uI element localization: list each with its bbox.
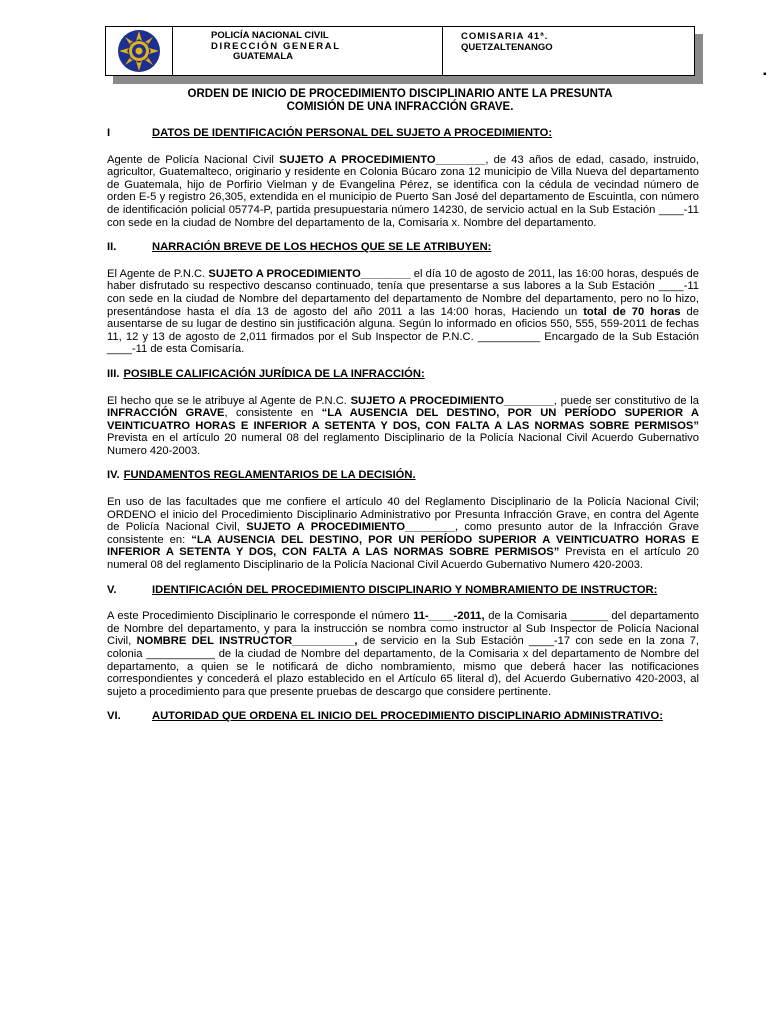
document-body bbox=[107, 127, 699, 723]
comisaria-location: QUETZALTENANGO bbox=[461, 42, 553, 53]
section-title: IDENTIFICACIÓN DEL PROCEDIMIENTO DISCIPLINARIO Y NOMBRAMIENTO DE INSTRUCTOR: bbox=[152, 583, 658, 596]
section-4-paragraph: En uso de las facultades que me confiere el artículo 40 del Reglamento Disciplinario de la Policía Nacional Civil; ORDENO el inicio del Procedimiento Disciplinario Administrativo por Presunta Infracción Grave, en contra del Agente de Policía Nacional Civil, SUJETO A PROCEDIMIENTO________, como presunto autor de la Infracción Grave consistente en: “LA AUSENCIA DEL DESTINO, POR UN PERÍODO SUPERIOR A VEINTICUATRO HORAS E INFERIOR A SETENTA Y DOS, CON FALTA A LAS NORMAS SOBRE PERMISOS” Prevista en el artículo 20 numeral 08 del reglamento Disciplinario de la Policía Nacional Civil Acuerdo Gubernativo Numero 420-2003. bbox=[107, 496, 699, 572]
section-5-paragraph: A este Procedimiento Disciplinario le corresponde el número 11-____-2011, de la Comisaria ______ del departamento de Nombre del departamento, y para la instrucción se nombra como instructor al Sub Inspector de Policía Nacional Civil, NOMBRE DEL INSTRUCTOR__________, de servicio en la Sub Estación ____-17 con sede en la zona 7, colonia ___________ de la ciudad de Nombre del departamento, de la Comisaria x del departamento de Nombre del departamento, a quien se le notificará de dicho nombramiento, mismo que deberá hacer las notificaciones correspondientes y concederá el plazo establecido en el Artículo 65 literal d), del Acuerdo Gubernativo 420-2003, al sujeto a procedimiento para que presente pruebas de descargo que considere pertinente. bbox=[107, 610, 699, 698]
section-6-heading bbox=[107, 710, 699, 723]
comisaria-number: COMISARIA 41ª. bbox=[461, 31, 549, 42]
org-cell bbox=[173, 27, 443, 75]
section-number: VI. bbox=[107, 710, 121, 723]
org-direction: DIRECCIÓN GENERAL bbox=[211, 40, 341, 52]
section-3-heading bbox=[107, 368, 699, 381]
comisaria-cell bbox=[443, 27, 694, 75]
section-2-heading bbox=[107, 241, 699, 254]
section-number: I bbox=[107, 127, 111, 139]
section-number: IV. bbox=[107, 469, 120, 482]
section-title: POSIBLE CALIFICACIÓN JURÍDICA DE LA INFRACCIÓN: bbox=[123, 367, 425, 380]
section-title: DATOS DE IDENTIFICACIÓN PERSONAL DEL SUJETO A PROCEDIMIENTO: bbox=[152, 127, 553, 139]
section-number: II. bbox=[107, 241, 117, 254]
section-number: III. bbox=[107, 367, 120, 380]
section-title: NARRACIÓN BREVE DE LOS HECHOS QUE SE LE ATRIBUYEN: bbox=[152, 241, 492, 254]
letterhead-table bbox=[105, 26, 695, 76]
section-number: V. bbox=[107, 583, 117, 596]
section-3-paragraph: El hecho que se le atribuye al Agente de P.N.C. SUJETO A PROCEDIMIENTO________, puede ser constitutivo de la INFRACCIÓN GRAVE, consistente en “LA AUSENCIA DEL DESTINO, POR UN PERÍODO SUPERIOR A VEINTICUATRO HORAS E INFERIOR A SETENTA Y DOS, CON FALTA A LAS NORMAS SOBRE PERMISOS” Prevista en el artículo 20 numeral 08 del reglamento Disciplinario de la Policía Nacional Civil Acuerdo Gubernativo Numero 420-2003. bbox=[107, 394, 700, 457]
section-2-paragraph: El Agente de P.N.C. SUJETO A PROCEDIMIENTO________ el día 10 de agosto de 2011, las 16:00 horas, después de haber disfrutado su respectivo descanso continuado, tenía que presentarse a sus labores a la Sub Estación ____-11 con sede en la ciudad de Nombre del departamento del departamento de Nombre del departamento, pero no lo hizo, presentándose hasta el día 13 de agosto del año 2011 a las 14:00 horas, Haciendo un total de 70 horas de ausentarse de su lugar de destino sin justificación alguna. Según lo informado en oficios 550, 555, 559-2011 de fechas 11, 12 y 13 de agosto de 2,011 firmados por el Sub Inspector de P.N.C. __________ Encargado de la Sub Estación ____-11 de esta Comisaría. bbox=[107, 267, 700, 356]
section-1-heading bbox=[107, 127, 699, 140]
org-name: POLICÍA NACIONAL CIVIL bbox=[211, 30, 329, 41]
title-line-1: ORDEN DE INICIO DE PROCEDIMIENTO DISCIPLINARIO ANTE LA PRESUNTA bbox=[187, 88, 613, 100]
logo-cell bbox=[106, 27, 173, 75]
letterhead bbox=[105, 26, 695, 76]
title-line-2: COMISIÓN DE UNA INFRACCIÓN GRAVE. bbox=[286, 101, 514, 113]
org-country: GUATEMALA bbox=[233, 51, 293, 62]
section-5-heading bbox=[107, 584, 699, 597]
section-1-paragraph: Agente de Policía Nacional Civil SUJETO A PROCEDIMIENTO________, de 43 años de edad, casado, instruido, agricultor, Guatemalteco, originario y residente en Colonia Búcaro zona 12 municipio de Villa Nueva del departamento de Guatemala, hijo de Porfirio Vielman y de Evangelina Pérez, se identifica con la cédula de vecindad número de orden E-5 y registro 26,305, extendida en el municipio de Puerto San José del departamento de Escuintla, con número de identificación policial 05774-P, partida presupuestaria número 14230, de servicio actual en la Sub Estación ____-11 con sede en la ciudad de Nombre del departamento de la, Comisaria x. Nombre del departamento. bbox=[107, 153, 699, 229]
section-4-heading bbox=[107, 469, 699, 482]
section-title: AUTORIDAD QUE ORDENA EL INICIO DEL PROCEDIMIENTO DISCIPLINARIO ADMINISTRATIVO: bbox=[152, 710, 663, 723]
margin-mark: ▪ bbox=[763, 69, 767, 80]
pnc-badge-icon bbox=[117, 29, 161, 73]
section-title: FUNDAMENTOS REGLAMENTARIOS DE LA DECISIÓN. bbox=[123, 469, 416, 482]
document-title bbox=[105, 88, 695, 114]
